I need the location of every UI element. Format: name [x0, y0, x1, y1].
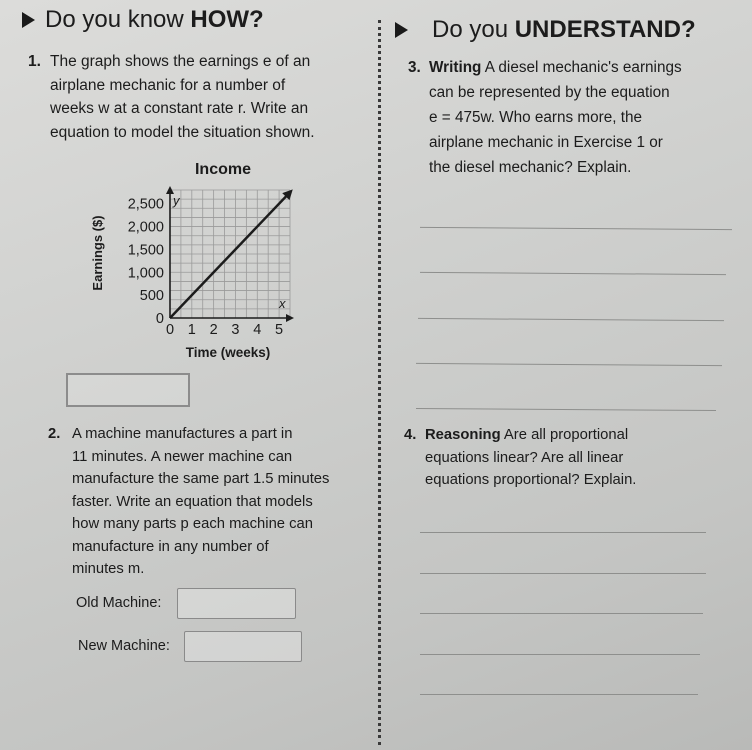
y-tick-label: 500: [139, 288, 164, 305]
answer-line[interactable]: [420, 694, 698, 695]
answer-line[interactable]: [418, 318, 724, 321]
y-tick-label: 2,000: [127, 219, 164, 236]
right-section-header: Do you UNDERSTAND?: [432, 16, 696, 43]
problem-1-text: The graph shows the earnings e of an airplane mechanic for a number of weeks w at a constant rate r. Write an equation to model the situation shown.: [50, 53, 315, 141]
problem-3-text: Writing A diesel mechanic's earnings can be represented by the equation e = 475w. Who earns more, the airplane mechanic in Exercise 1 or the diesel mechanic? Explain.: [429, 59, 682, 176]
x-tick-label: 1: [187, 322, 196, 338]
answer-line[interactable]: [420, 227, 732, 230]
section-bullet-icon: [395, 22, 408, 38]
x-tick-label: 3: [231, 322, 240, 338]
answer-line[interactable]: [420, 654, 700, 655]
y-axis-variable: y: [173, 193, 180, 208]
answer-line[interactable]: [420, 272, 726, 275]
new-machine-answer-box[interactable]: [184, 631, 302, 662]
y-tick-labels: [128, 197, 164, 327]
x-tick-label: 0: [165, 322, 175, 338]
left-section-header: Do you know HOW?: [45, 6, 264, 33]
problem-2-text: A machine manufactures a part in 11 minutes. A newer machine can manufacture the same part 1.5 minutes faster. Write an equation that models how many parts p each machine can manufacture in any number of minutes m.: [72, 426, 330, 577]
chart-title: Income: [194, 161, 252, 178]
new-machine-label: New Machine:: [78, 638, 170, 654]
answer-line[interactable]: [420, 573, 706, 574]
problem-2: 2. A machine manufactures a part in 11 minutes. A newer machine can manufacture the same part 1.5 minutes faster. Write an equation that models how many parts p each machine can manufacture in any number of minutes m.: [48, 423, 368, 581]
y-tick-label: 0: [155, 311, 164, 327]
y-tick-label: 1,500: [127, 242, 164, 259]
income-chart: [80, 150, 320, 365]
old-machine-answer-box[interactable]: [177, 588, 296, 619]
problem-4: 4. Reasoning Are all proportional equations linear? Are all linear equations proportional? Explain.: [404, 424, 739, 492]
x-tick-labels: [166, 322, 283, 338]
answer-line[interactable]: [420, 613, 703, 614]
problem-4-text: Reasoning Are all proportional equations linear? Are all linear equations proportional? Explain.: [425, 427, 637, 488]
y-tick-label: 1,000: [127, 265, 164, 282]
problem-1: 1. The graph shows the earnings e of an airplane mechanic for a number of weeks w at a constant rate r. Write an equation to model the situation shown.: [28, 50, 373, 144]
x-axis-label: Time (weeks): [185, 345, 271, 360]
problem-1-answer-box[interactable]: [66, 373, 190, 407]
old-machine-label: Old Machine:: [76, 595, 162, 611]
y-tick-label: 2,500: [127, 196, 164, 213]
problem-3: 3. Writing A diesel mechanic's earnings can be represented by the equation e = 475w. Who earns more, the airplane mechanic in Exercise 1 or the diesel mechanic? Explain.: [408, 55, 743, 180]
answer-line[interactable]: [416, 408, 716, 411]
x-tick-label: 4: [253, 322, 262, 338]
answer-line[interactable]: [416, 363, 722, 366]
x-tick-label: 2: [209, 322, 218, 338]
x-axis-variable: x: [279, 296, 286, 311]
earnings-line: [170, 192, 290, 318]
answer-line[interactable]: [420, 532, 706, 533]
x-tick-label: 5: [275, 322, 284, 338]
y-axis-label: Earnings ($): [90, 215, 105, 291]
section-bullet-icon: [22, 12, 35, 28]
column-divider: [378, 20, 381, 745]
